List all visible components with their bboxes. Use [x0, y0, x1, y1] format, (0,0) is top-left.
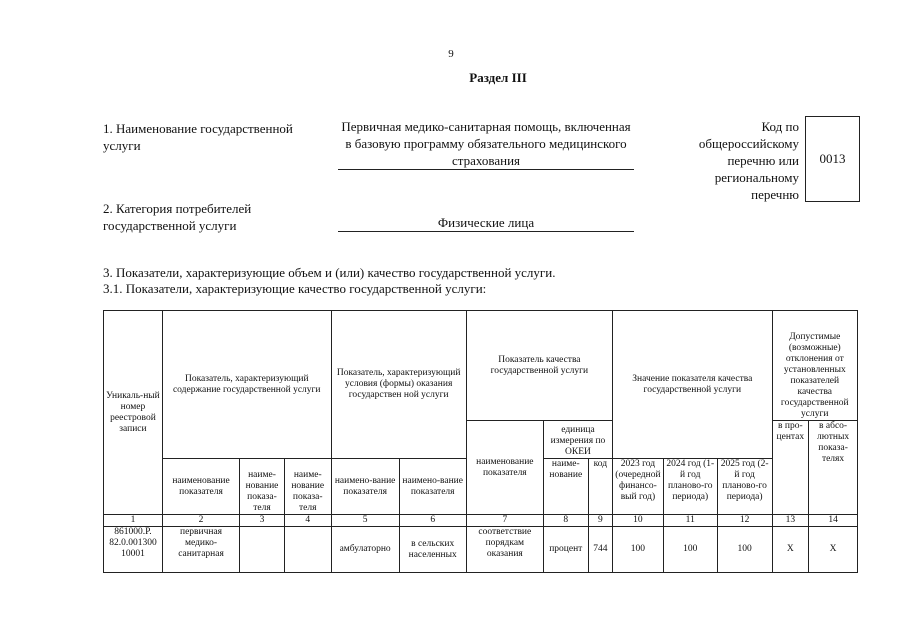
- header-conditions: Показатель, характеризующий условия (формы) оказания государствен ной услуги: [331, 311, 466, 459]
- service-name-label: 1. Наименование государственной услуги: [103, 121, 293, 153]
- cell-condition-2: в сельских населенных: [399, 527, 466, 573]
- cell-content-1: первичная медико-санитарная: [162, 527, 239, 573]
- header-deviation-absolute: в абсо-лютных показа-телях: [809, 421, 858, 515]
- header-content: Показатель, характеризующий содержание государственной услуги: [162, 311, 331, 459]
- header-unit-name: наиме-нование: [543, 459, 588, 515]
- column-number: 2: [162, 515, 239, 527]
- cell-unit-name: процент: [543, 527, 588, 573]
- column-number: 10: [613, 515, 664, 527]
- column-number: 6: [399, 515, 466, 527]
- cell-content-3: [284, 527, 331, 573]
- header-quality: Показатель качества государственной услуги: [466, 311, 612, 421]
- consumer-category-value: Физические лица: [338, 214, 634, 232]
- cell-value-2025: 100: [717, 527, 772, 573]
- section-title: Раздел III: [469, 70, 527, 85]
- column-number: 4: [284, 515, 331, 527]
- header-value-2025: 2025 год (2-й год планово-го периода): [717, 459, 772, 515]
- header-condition-2: наимено-вание показателя: [399, 459, 466, 515]
- header-quality-name: наименование показателя: [466, 421, 543, 515]
- header-value-2024: 2024 год (1-й год планово-го периода): [663, 459, 717, 515]
- quality-indicators-table: [103, 310, 858, 573]
- cell-deviation-percent: Х: [772, 527, 809, 573]
- cell-value-2023: 100: [613, 527, 664, 573]
- code-box: [805, 116, 860, 202]
- column-number: 11: [663, 515, 717, 527]
- header-deviation-percent: в про-центах: [772, 421, 809, 515]
- header-unit-code: код: [588, 459, 612, 515]
- cell-unit-code: 744: [588, 527, 612, 573]
- code-label: Код по общероссийскому перечню или региональному перечню: [698, 119, 799, 202]
- cell-deviation-absolute: Х: [809, 527, 858, 573]
- header-content-2: наиме-нование показа-теля: [240, 459, 285, 515]
- header-condition-1: наимено-вание показателя: [331, 459, 399, 515]
- column-number: 5: [331, 515, 399, 527]
- table-row: [104, 527, 858, 573]
- column-number: 8: [543, 515, 588, 527]
- column-number: 3: [240, 515, 285, 527]
- header-content-1: наименование показателя: [162, 459, 239, 515]
- header-unique-number: Уникаль-ный номер реестровой записи: [104, 311, 163, 515]
- column-number: 14: [809, 515, 858, 527]
- column-number: 12: [717, 515, 772, 527]
- consumer-category-label: 2. Категория потребителей государственной услуги: [103, 201, 252, 233]
- service-name-value: Первичная медико-санитарная помощь, включенная в базовую программу обязательного медицинского страхования: [338, 118, 634, 170]
- header-values: Значение показателя качества государственной услуги: [613, 311, 773, 459]
- column-number: 1: [104, 515, 163, 527]
- page-number: 9: [448, 48, 454, 60]
- header-deviation: Допустимые (возможные) отклонения от установленных показателей качества государственной услуги: [772, 311, 857, 421]
- cell-quality-name: соответствие порядкам оказания: [466, 527, 543, 573]
- code-value: 0013: [819, 151, 846, 166]
- item3-heading: 3. Показатели, характеризующие объем и (или) качество государственной услуги.: [103, 265, 556, 280]
- header-value-2023: 2023 год (очередной финансо-вый год): [613, 459, 664, 515]
- cell-condition-1: амбулаторно: [331, 527, 399, 573]
- cell-content-2: [240, 527, 285, 573]
- column-number-row: [104, 515, 858, 527]
- header-content-3: наиме-нование показа-теля: [284, 459, 331, 515]
- header-quality-unit: единица измерения по ОКЕИ: [543, 421, 612, 459]
- cell-registry-number: 861000.Р. 82.0.001300 10001: [104, 527, 163, 573]
- column-number: 9: [588, 515, 612, 527]
- item31-heading: 3.1. Показатели, характеризующие качество государственной услуги:: [103, 281, 487, 296]
- column-number: 7: [466, 515, 543, 527]
- column-number: 13: [772, 515, 809, 527]
- cell-value-2024: 100: [663, 527, 717, 573]
